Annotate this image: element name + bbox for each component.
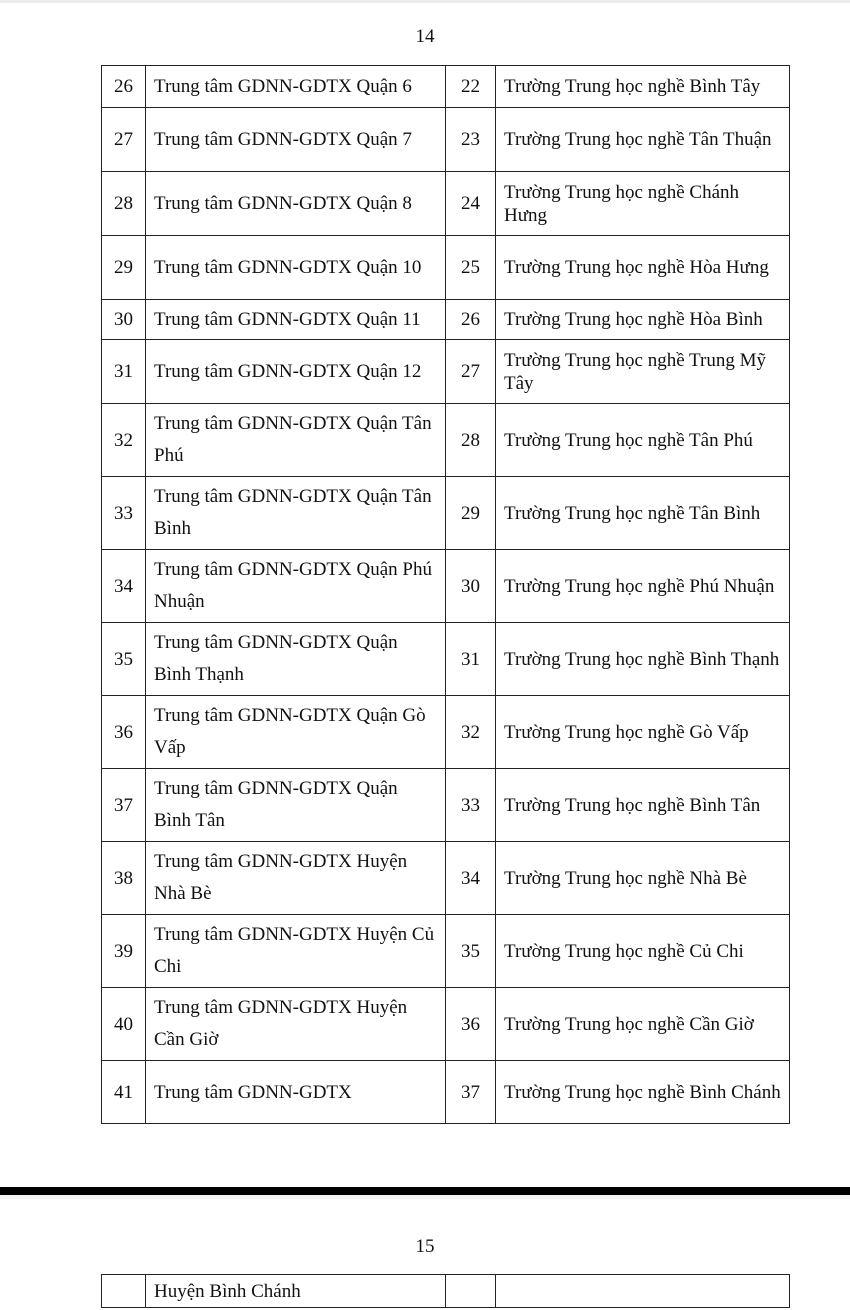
center-name: Trung tâm GDNN-GDTX Quận 8 bbox=[146, 172, 446, 236]
school-number: 36 bbox=[446, 988, 496, 1061]
center-number: 38 bbox=[102, 842, 146, 915]
table-row bbox=[102, 1275, 790, 1308]
page-number-bottom: 15 bbox=[415, 1236, 435, 1257]
center-name: Trung tâm GDNN-GDTX Quận 11 bbox=[146, 300, 446, 340]
center-name: Trung tâm GDNN-GDTX Quận Bình Thạnh bbox=[146, 623, 446, 696]
center-number: 35 bbox=[102, 623, 146, 696]
table-row bbox=[102, 696, 790, 769]
school-name: Trường Trung học nghề Bình Chánh bbox=[496, 1061, 790, 1124]
school-number: 31 bbox=[446, 623, 496, 696]
center-name: Trung tâm GDNN-GDTX Quận Gò Vấp bbox=[146, 696, 446, 769]
school-name: Trường Trung học nghề Tân Bình bbox=[496, 477, 790, 550]
center-number: 28 bbox=[102, 172, 146, 236]
page-gap bbox=[0, 1195, 850, 1199]
school-name: Trường Trung học nghề Chánh Hưng bbox=[496, 172, 790, 236]
page-break-divider bbox=[0, 1187, 850, 1195]
center-number: 36 bbox=[102, 696, 146, 769]
school-number: 27 bbox=[446, 340, 496, 404]
school-number: 33 bbox=[446, 769, 496, 842]
school-name: Trường Trung học nghề Bình Thạnh bbox=[496, 623, 790, 696]
school-number: 28 bbox=[446, 404, 496, 477]
table-row bbox=[102, 915, 790, 988]
center-name: Trung tâm GDNN-GDTX Quận 12 bbox=[146, 340, 446, 404]
school-name: Trường Trung học nghề Hòa Hưng bbox=[496, 236, 790, 300]
table-row bbox=[102, 236, 790, 300]
school-name: Trường Trung học nghề Bình Tân bbox=[496, 769, 790, 842]
school-number: 23 bbox=[446, 108, 496, 172]
table-row bbox=[102, 66, 790, 108]
center-name: Huyện Bình Chánh bbox=[146, 1275, 446, 1308]
center-name: Trung tâm GDNN-GDTX Huyện Củ Chi bbox=[146, 915, 446, 988]
school-name: Trường Trung học nghề Hòa Bình bbox=[496, 300, 790, 340]
table-row bbox=[102, 404, 790, 477]
center-name: Trung tâm GDNN-GDTX Huyện Cần Giờ bbox=[146, 988, 446, 1061]
center-number: 26 bbox=[102, 66, 146, 108]
school-name: Trường Trung học nghề Tân Phú bbox=[496, 404, 790, 477]
school-number: 22 bbox=[446, 66, 496, 108]
school-number bbox=[446, 1275, 496, 1308]
school-name: Trường Trung học nghề Phú Nhuận bbox=[496, 550, 790, 623]
table-row bbox=[102, 623, 790, 696]
school-name: Trường Trung học nghề Trung Mỹ Tây bbox=[496, 340, 790, 404]
center-number: 29 bbox=[102, 236, 146, 300]
table-row bbox=[102, 550, 790, 623]
center-name: Trung tâm GDNN-GDTX Quận Bình Tân bbox=[146, 769, 446, 842]
center-name: Trung tâm GDNN-GDTX Quận 7 bbox=[146, 108, 446, 172]
vocational-table-page-15 bbox=[101, 1274, 790, 1308]
center-number: 37 bbox=[102, 769, 146, 842]
center-number: 40 bbox=[102, 988, 146, 1061]
center-name: Trung tâm GDNN-GDTX Quận Tân Phú bbox=[146, 404, 446, 477]
center-number: 33 bbox=[102, 477, 146, 550]
table-row bbox=[102, 300, 790, 340]
table-row bbox=[102, 340, 790, 404]
school-name: Trường Trung học nghề Tân Thuận bbox=[496, 108, 790, 172]
school-name: Trường Trung học nghề Củ Chi bbox=[496, 915, 790, 988]
school-number: 32 bbox=[446, 696, 496, 769]
center-number: 27 bbox=[102, 108, 146, 172]
center-number: 39 bbox=[102, 915, 146, 988]
center-name: Trung tâm GDNN-GDTX bbox=[146, 1061, 446, 1124]
center-name: Trung tâm GDNN-GDTX Quận 10 bbox=[146, 236, 446, 300]
page-number-top: 14 bbox=[415, 26, 435, 47]
school-number: 26 bbox=[446, 300, 496, 340]
center-number: 31 bbox=[102, 340, 146, 404]
school-name: Trường Trung học nghề Nhà Bè bbox=[496, 842, 790, 915]
center-name: Trung tâm GDNN-GDTX Quận Tân Bình bbox=[146, 477, 446, 550]
center-name: Trung tâm GDNN-GDTX Quận Phú Nhuận bbox=[146, 550, 446, 623]
table-row bbox=[102, 988, 790, 1061]
center-number: 34 bbox=[102, 550, 146, 623]
school-number: 34 bbox=[446, 842, 496, 915]
center-number: 30 bbox=[102, 300, 146, 340]
table-row bbox=[102, 108, 790, 172]
table-row bbox=[102, 842, 790, 915]
table-row bbox=[102, 769, 790, 842]
school-name: Trường Trung học nghề Bình Tây bbox=[496, 66, 790, 108]
table-row bbox=[102, 1061, 790, 1124]
school-number: 29 bbox=[446, 477, 496, 550]
center-name: Trung tâm GDNN-GDTX Quận 6 bbox=[146, 66, 446, 108]
school-number: 25 bbox=[446, 236, 496, 300]
school-name bbox=[496, 1275, 790, 1308]
vocational-table-page-14 bbox=[101, 65, 790, 1124]
top-edge-shade bbox=[0, 0, 850, 3]
school-name: Trường Trung học nghề Cần Giờ bbox=[496, 988, 790, 1061]
table-row bbox=[102, 172, 790, 236]
center-number: 32 bbox=[102, 404, 146, 477]
center-number bbox=[102, 1275, 146, 1308]
school-name: Trường Trung học nghề Gò Vấp bbox=[496, 696, 790, 769]
school-number: 24 bbox=[446, 172, 496, 236]
school-number: 30 bbox=[446, 550, 496, 623]
school-number: 35 bbox=[446, 915, 496, 988]
school-number: 37 bbox=[446, 1061, 496, 1124]
center-name: Trung tâm GDNN-GDTX Huyện Nhà Bè bbox=[146, 842, 446, 915]
table-row bbox=[102, 477, 790, 550]
center-number: 41 bbox=[102, 1061, 146, 1124]
